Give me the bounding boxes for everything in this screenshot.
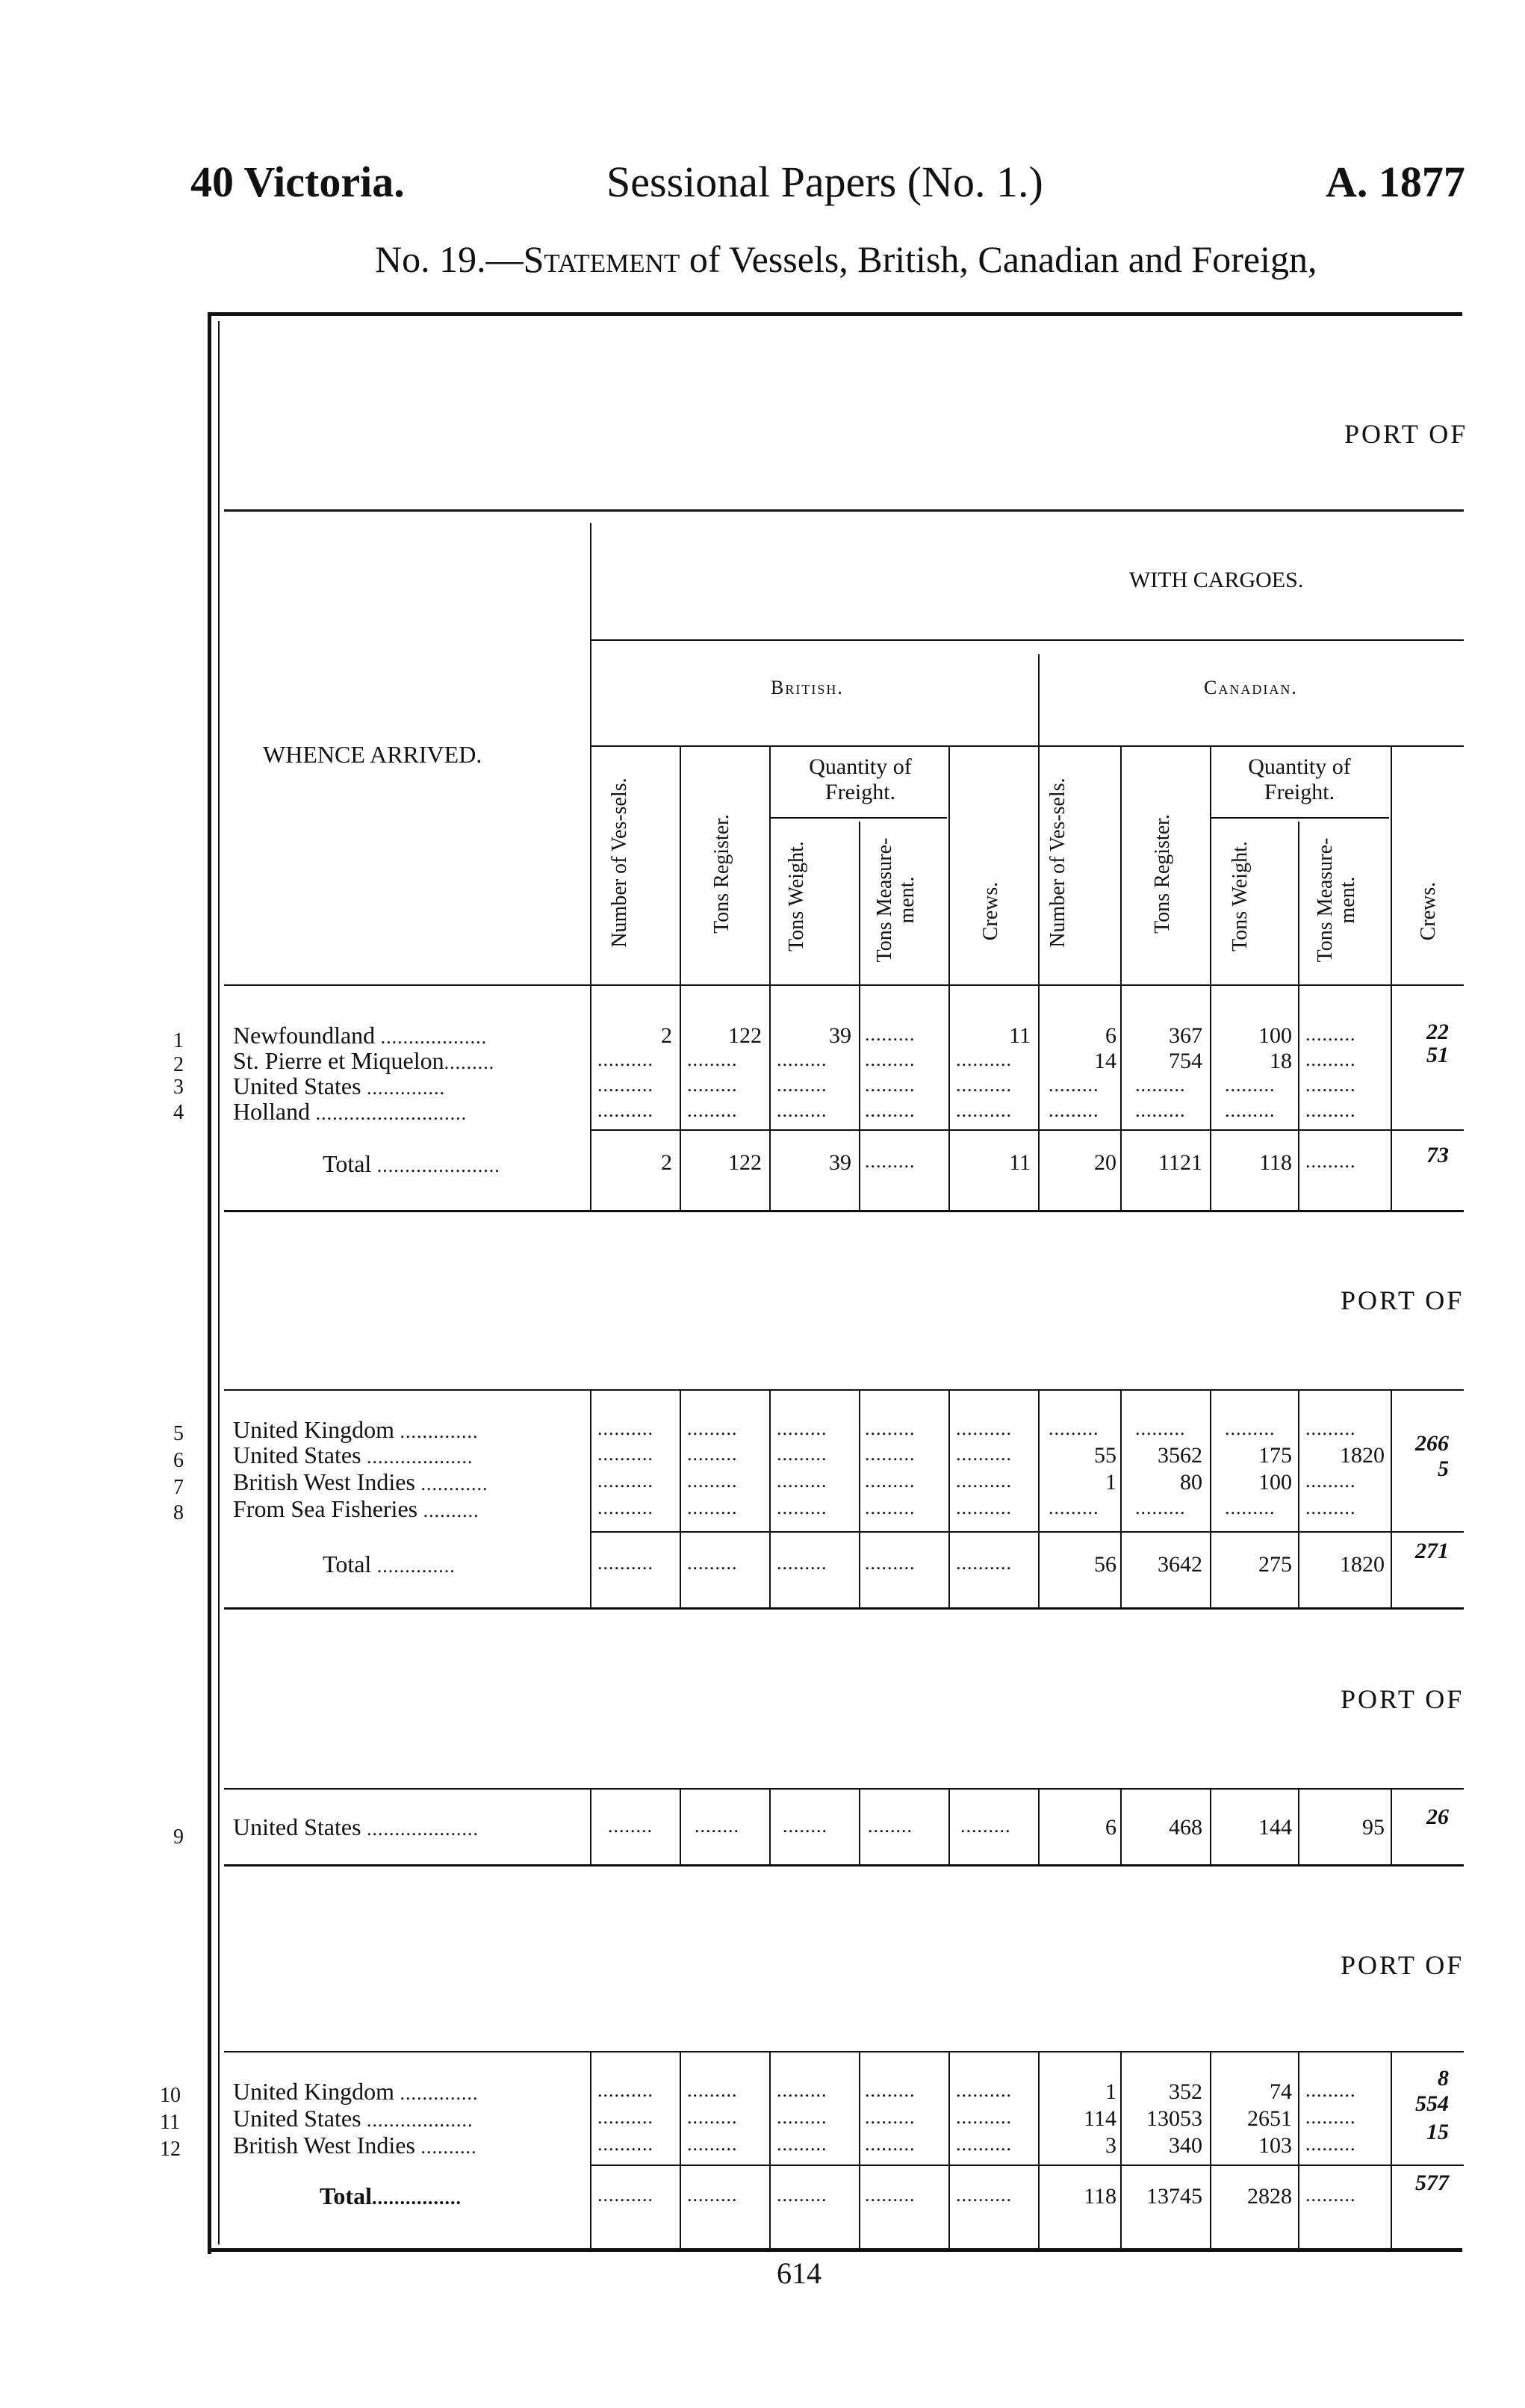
col-line <box>948 2052 950 2248</box>
section-rule <box>224 2051 1464 2052</box>
col-line <box>1120 1790 1122 1864</box>
cell: 13745 <box>1146 2184 1202 2209</box>
row-name: Holland ........................... <box>233 1098 468 1125</box>
empty-cell: ......... <box>777 1497 827 1518</box>
cell: 18 <box>1270 1049 1292 1073</box>
empty-cell: ......... <box>687 1443 738 1465</box>
col-line <box>948 986 950 1210</box>
empty-cell: ......... <box>1049 1099 1099 1121</box>
empty-cell: ......... <box>1305 1497 1356 1518</box>
line-number: 7 <box>173 1476 184 1499</box>
section-rule <box>224 1210 1464 1212</box>
empty-cell: ......... <box>865 2133 916 2155</box>
cell: 103 <box>1258 2133 1292 2158</box>
leader-dots: .............. <box>361 1077 446 1099</box>
empty-cell: ......... <box>865 1418 916 1439</box>
cell: 15 <box>1426 2120 1449 2144</box>
line-number: 9 <box>173 1825 184 1849</box>
empty-cell: ......... <box>1305 1049 1356 1070</box>
col-line <box>1391 986 1392 1210</box>
empty-cell: ......... <box>687 1049 738 1070</box>
section-rule <box>224 1607 1464 1610</box>
subheader-rule <box>591 745 1464 747</box>
empty-cell: ......... <box>687 1497 738 1518</box>
row-name: United Kingdom .............. <box>233 1416 479 1443</box>
col-line <box>859 1391 860 1607</box>
cell: 5 <box>1438 1456 1449 1481</box>
cell: 352 <box>1169 2079 1202 2104</box>
section-rule <box>224 1389 1464 1391</box>
cell: 175 <box>1258 1443 1292 1468</box>
cell: 118 <box>1259 1150 1292 1175</box>
col-line <box>859 822 860 986</box>
line-number: 10 <box>160 2084 181 2107</box>
canadian-number-of-vessels: Number of Ves-sels. <box>1046 778 1069 948</box>
canadian-crews: Crews. <box>1417 881 1440 941</box>
empty-cell: ......... <box>1225 1497 1276 1518</box>
total-rule <box>590 1531 1464 1533</box>
col-line <box>1298 986 1299 1210</box>
empty-cell: ......... <box>865 2106 916 2128</box>
empty-cell: ........ <box>868 1815 913 1837</box>
cell: 2828 <box>1247 2184 1292 2209</box>
empty-cell: ......... <box>1049 1497 1099 1518</box>
empty-cell: ......... <box>777 1049 827 1070</box>
col-line <box>769 1391 771 1607</box>
cell: 271 <box>1415 1539 1449 1563</box>
empty-cell: ......... <box>687 2106 738 2128</box>
british-number-of-vessels: Number of Ves-sels. <box>608 778 631 948</box>
empty-cell: ......... <box>865 1049 916 1070</box>
col-line <box>1120 986 1122 1210</box>
empty-cell: ......... <box>865 2184 916 2206</box>
empty-cell: ......... <box>865 1470 916 1492</box>
empty-cell: .......... <box>956 1099 1012 1121</box>
leader-dots: ............ <box>414 1473 488 1495</box>
cell: 80 <box>1180 1470 1202 1495</box>
total-label: Total................ <box>320 2182 462 2209</box>
cell: 554 <box>1415 2091 1449 2116</box>
empty-cell: ......... <box>1135 1074 1186 1096</box>
total-label: Total .............. <box>323 1551 456 1577</box>
empty-cell: ......... <box>1225 1418 1276 1439</box>
row-name: St. Pierre et Miquelon......... <box>233 1047 495 1074</box>
empty-cell: .......... <box>956 1470 1012 1492</box>
col-line <box>859 2052 860 2248</box>
empty-cell: ......... <box>865 2079 916 2101</box>
col-line <box>769 986 771 1210</box>
empty-cell: ......... <box>1135 1418 1186 1439</box>
cell: 56 <box>1094 1552 1116 1577</box>
cell: 118 <box>1084 2184 1116 2209</box>
leader-dots: ................... <box>375 1026 488 1048</box>
empty-cell: ......... <box>865 1443 916 1465</box>
header-title: Sessional Papers (No. 1.) <box>606 158 1043 206</box>
col-line <box>680 1391 681 1607</box>
empty-cell: .......... <box>956 1497 1012 1518</box>
cell: 1 <box>1105 1470 1116 1495</box>
cell: 1820 <box>1340 1443 1385 1468</box>
port-label-3: PORT OF <box>1341 1684 1465 1714</box>
row-name: Newfoundland ................... <box>233 1022 488 1049</box>
col-line <box>1210 747 1211 986</box>
col-line <box>680 986 681 1210</box>
empty-cell: .......... <box>956 1552 1012 1574</box>
row-name: United Kingdom .............. <box>233 2078 479 2105</box>
empty-cell: ......... <box>1305 1418 1356 1439</box>
empty-cell: ......... <box>777 2133 827 2155</box>
cell: 3562 <box>1158 1443 1202 1468</box>
cell: 39 <box>829 1150 851 1175</box>
empty-cell: ......... <box>777 1418 827 1439</box>
cell: 26 <box>1426 1805 1449 1829</box>
empty-cell: ......... <box>865 1074 916 1096</box>
cell: 3 <box>1105 2133 1116 2158</box>
empty-cell: .......... <box>597 1099 653 1121</box>
line-number: 2 <box>173 1053 184 1076</box>
col-line <box>1391 1790 1392 1864</box>
empty-cell: .......... <box>597 1443 653 1465</box>
cell: 1 <box>1105 2079 1116 2104</box>
whence-arrived-header: WHENCE ARRIVED. <box>263 741 482 768</box>
empty-cell: .......... <box>597 1049 653 1070</box>
canadian-tons-register: Tons Register. <box>1151 814 1174 934</box>
empty-cell: .......... <box>956 1443 1012 1465</box>
empty-cell: ......... <box>687 2133 738 2155</box>
row-name: British West Indies .......... <box>233 2132 477 2159</box>
cell: 754 <box>1169 1049 1202 1073</box>
col-line <box>948 1391 950 1607</box>
line-number: 8 <box>173 1501 184 1524</box>
total-label: Total ...................... <box>323 1150 500 1177</box>
cell: 11 <box>1009 1023 1031 1048</box>
quantity-of-freight-canadian: Quantity of Freight. <box>1248 754 1351 804</box>
cell: 3642 <box>1158 1552 1202 1577</box>
leader-dots: ................ <box>371 2187 462 2209</box>
empty-cell: .......... <box>597 1074 653 1096</box>
empty-cell: .......... <box>956 2106 1012 2128</box>
section-rule <box>224 1864 1464 1866</box>
header-bottom-rule <box>224 984 1464 986</box>
cell: 340 <box>1169 2133 1202 2158</box>
empty-cell: ......... <box>1305 1023 1356 1045</box>
col-line <box>769 747 771 986</box>
leader-dots: ................... <box>361 1446 473 1468</box>
british-canadian-divider <box>1038 654 1040 1211</box>
empty-cell: ......... <box>777 1552 827 1574</box>
leader-dots: .............. <box>394 2082 479 2104</box>
empty-cell: ......... <box>687 2079 738 2101</box>
col-line <box>1298 2052 1299 2248</box>
leader-dots: ................... <box>361 2109 473 2131</box>
empty-cell: ......... <box>687 1074 738 1096</box>
col-line <box>680 2052 681 2248</box>
total-rule <box>590 1129 1464 1131</box>
row-name: British West Indies ............ <box>233 1468 488 1495</box>
cell: 468 <box>1169 1815 1202 1840</box>
empty-cell: ......... <box>687 1470 738 1492</box>
frame-left-rule <box>208 312 211 2254</box>
cell: 51 <box>1426 1043 1449 1067</box>
empty-cell: ......... <box>1049 1074 1099 1096</box>
col-line <box>859 986 860 1210</box>
empty-cell: ......... <box>1305 2184 1356 2206</box>
cell: 100 <box>1258 1023 1292 1048</box>
empty-cell: ......... <box>1305 1099 1356 1121</box>
line-number: 11 <box>160 2111 180 2134</box>
line-number: 6 <box>173 1449 184 1472</box>
empty-cell: ......... <box>1305 1470 1356 1492</box>
header-year: A. 1877 <box>1326 158 1465 206</box>
col-line <box>1038 2052 1040 2248</box>
frame-bottom-rule <box>208 2248 1462 2252</box>
cell: 577 <box>1415 2170 1449 2195</box>
empty-cell: .......... <box>956 1074 1012 1096</box>
col-line <box>1391 2052 1392 2248</box>
empty-cell: .......... <box>597 1418 653 1439</box>
col-line <box>1038 1391 1040 1607</box>
empty-cell: .......... <box>956 1049 1012 1070</box>
cell: 14 <box>1094 1049 1116 1073</box>
cell: 1820 <box>1340 1552 1385 1577</box>
empty-cell: ......... <box>1305 1150 1356 1172</box>
empty-cell: ........ <box>783 1815 827 1837</box>
leader-dots: .................... <box>361 1818 479 1840</box>
cell: 55 <box>1094 1443 1116 1468</box>
canadian-tons-weight: Tons Weight. <box>1229 841 1252 952</box>
col-line <box>1298 822 1299 986</box>
empty-cell: ......... <box>777 2079 827 2101</box>
empty-cell: .......... <box>597 1497 653 1518</box>
empty-cell: ........ <box>608 1815 653 1837</box>
cell: 11 <box>1009 1150 1031 1175</box>
col-line <box>1210 1790 1211 1864</box>
empty-cell: ......... <box>1135 1099 1186 1121</box>
col-line <box>769 2052 771 2248</box>
line-number: 1 <box>173 1029 184 1052</box>
empty-cell: ......... <box>777 2184 827 2206</box>
col-line <box>859 1790 860 1864</box>
row-name: From Sea Fisheries .......... <box>233 1495 479 1522</box>
col-line <box>1210 2052 1211 2248</box>
col-line <box>590 1790 591 1864</box>
page-number: 614 <box>777 2256 821 2290</box>
col-line <box>948 1790 950 1864</box>
cell: 8 <box>1438 2066 1449 2091</box>
cell: 122 <box>728 1150 762 1175</box>
col-line <box>1120 747 1122 986</box>
empty-cell: ......... <box>687 2184 738 2206</box>
freight-rule-canadian <box>1211 817 1389 819</box>
quantity-of-freight-british: Quantity of Freight. <box>809 754 912 804</box>
empty-cell: ......... <box>777 2106 827 2128</box>
empty-cell: ......... <box>1049 1418 1099 1439</box>
empty-cell: ......... <box>960 1815 1011 1837</box>
empty-cell: .......... <box>597 2133 653 2155</box>
with-cargoes-header: WITH CARGOES. <box>1129 568 1304 592</box>
col-line <box>1391 1391 1392 1607</box>
cell: 122 <box>728 1023 762 1048</box>
empty-cell: ......... <box>687 1418 738 1439</box>
col-line <box>590 2052 591 2248</box>
col-line <box>590 1391 591 1607</box>
row-name: United States ................... <box>233 2105 473 2132</box>
cell: 1121 <box>1158 1150 1202 1175</box>
canadian-tons-measurement: Tons Measure-ment. <box>1314 837 1359 963</box>
cell: 266 <box>1415 1431 1449 1456</box>
empty-cell: ......... <box>777 1443 827 1465</box>
empty-cell: ......... <box>1135 1497 1186 1518</box>
empty-cell: ........ <box>695 1815 739 1837</box>
leader-dots: .............. <box>394 1421 479 1442</box>
empty-cell: .......... <box>597 2106 653 2128</box>
empty-cell: ......... <box>687 1552 738 1574</box>
col-line <box>1391 747 1392 986</box>
empty-cell: .......... <box>956 2079 1012 2101</box>
cell: 74 <box>1270 2079 1292 2104</box>
col-line <box>1210 986 1211 1210</box>
cell: 100 <box>1258 1470 1292 1495</box>
col-line <box>680 1790 681 1864</box>
british-tons-measurement: Tons Measure-ment. <box>873 837 919 963</box>
empty-cell: ......... <box>865 1552 916 1574</box>
empty-cell: ......... <box>865 1150 916 1172</box>
total-rule <box>590 2165 1464 2166</box>
cell: 95 <box>1362 1815 1385 1840</box>
empty-cell: ......... <box>1305 1074 1356 1096</box>
cell: 144 <box>1258 1815 1292 1840</box>
col-line <box>948 747 950 986</box>
cell: 2 <box>661 1150 672 1175</box>
statement-title: No. 19.—Statement of Vessels, British, Canadian and Foreign, <box>375 238 1317 280</box>
line-number: 5 <box>173 1422 184 1445</box>
cell: 114 <box>1084 2106 1116 2131</box>
british-header: British. <box>771 677 844 698</box>
empty-cell: ......... <box>1305 2133 1356 2155</box>
empty-cell: .......... <box>956 1418 1012 1439</box>
leader-dots: ......... <box>444 1052 495 1073</box>
empty-cell: ......... <box>687 1099 738 1121</box>
empty-cell: ......... <box>777 1074 827 1096</box>
frame-inner-left-rule <box>218 321 220 2244</box>
leader-dots: .......... <box>417 1500 479 1521</box>
cell: 367 <box>1169 1023 1202 1048</box>
col-line <box>680 747 681 986</box>
empty-cell: ......... <box>1305 2106 1356 2128</box>
empty-cell: .......... <box>597 2079 653 2101</box>
leader-dots: .......... <box>414 2136 477 2158</box>
empty-cell: ......... <box>1225 1074 1276 1096</box>
port-label-2: PORT OF <box>1341 1285 1465 1315</box>
row-name: United States .................... <box>233 1813 479 1840</box>
leader-dots: ........................... <box>310 1102 468 1124</box>
cell: 6 <box>1105 1023 1116 1048</box>
row-name: United States ................... <box>233 1442 473 1468</box>
col-line <box>1120 2052 1122 2248</box>
leader-dots: ...................... <box>371 1155 500 1176</box>
whence-divider <box>590 523 591 986</box>
header-rule <box>224 509 1464 512</box>
row-name: United States .............. <box>233 1073 446 1099</box>
cell: 275 <box>1258 1552 1292 1577</box>
british-tons-weight: Tons Weight. <box>785 841 808 952</box>
empty-cell: ......... <box>1305 2079 1356 2101</box>
empty-cell: .......... <box>597 1470 653 1492</box>
empty-cell: ......... <box>777 1470 827 1492</box>
empty-cell: ......... <box>777 1099 827 1121</box>
line-number: 3 <box>173 1076 184 1099</box>
freight-rule-british <box>771 817 947 819</box>
british-crews: Crews. <box>979 881 1002 941</box>
cell: 13053 <box>1146 2106 1202 2131</box>
empty-cell: ......... <box>865 1099 916 1121</box>
empty-cell: ......... <box>865 1497 916 1518</box>
empty-cell: .......... <box>956 2184 1012 2206</box>
empty-cell: ......... <box>865 1023 916 1045</box>
section-rule <box>224 1788 1464 1790</box>
canadian-header: Canadian. <box>1204 677 1298 698</box>
col-line <box>1298 1391 1299 1607</box>
port-label-4: PORT OF <box>1341 1950 1465 1980</box>
cell: 2651 <box>1247 2106 1292 2131</box>
cell: 20 <box>1094 1150 1116 1175</box>
line-number: 4 <box>173 1101 184 1124</box>
col-line <box>1120 1391 1122 1607</box>
col-line <box>1298 1790 1299 1864</box>
cell: 6 <box>1105 1815 1116 1840</box>
col-line <box>1210 1391 1211 1607</box>
col-line <box>769 1790 771 1864</box>
leader-dots: .............. <box>371 1555 456 1577</box>
frame-top-rule <box>208 312 1462 316</box>
british-tons-register: Tons Register. <box>710 814 733 934</box>
col-line <box>1038 1790 1040 1864</box>
empty-cell: .......... <box>956 2133 1012 2155</box>
with-cargoes-rule <box>591 639 1464 641</box>
cell: 73 <box>1426 1143 1449 1167</box>
empty-cell: .......... <box>597 2184 653 2206</box>
cell: 2 <box>661 1023 672 1048</box>
empty-cell: .......... <box>597 1552 653 1574</box>
cell: 22 <box>1426 1020 1449 1044</box>
empty-cell: ......... <box>1225 1099 1276 1121</box>
header-session: 40 Victoria. <box>190 158 405 206</box>
col-line <box>590 986 591 1210</box>
port-label-1: PORT OF <box>1344 419 1468 449</box>
line-number: 12 <box>160 2138 181 2161</box>
cell: 39 <box>829 1023 851 1048</box>
